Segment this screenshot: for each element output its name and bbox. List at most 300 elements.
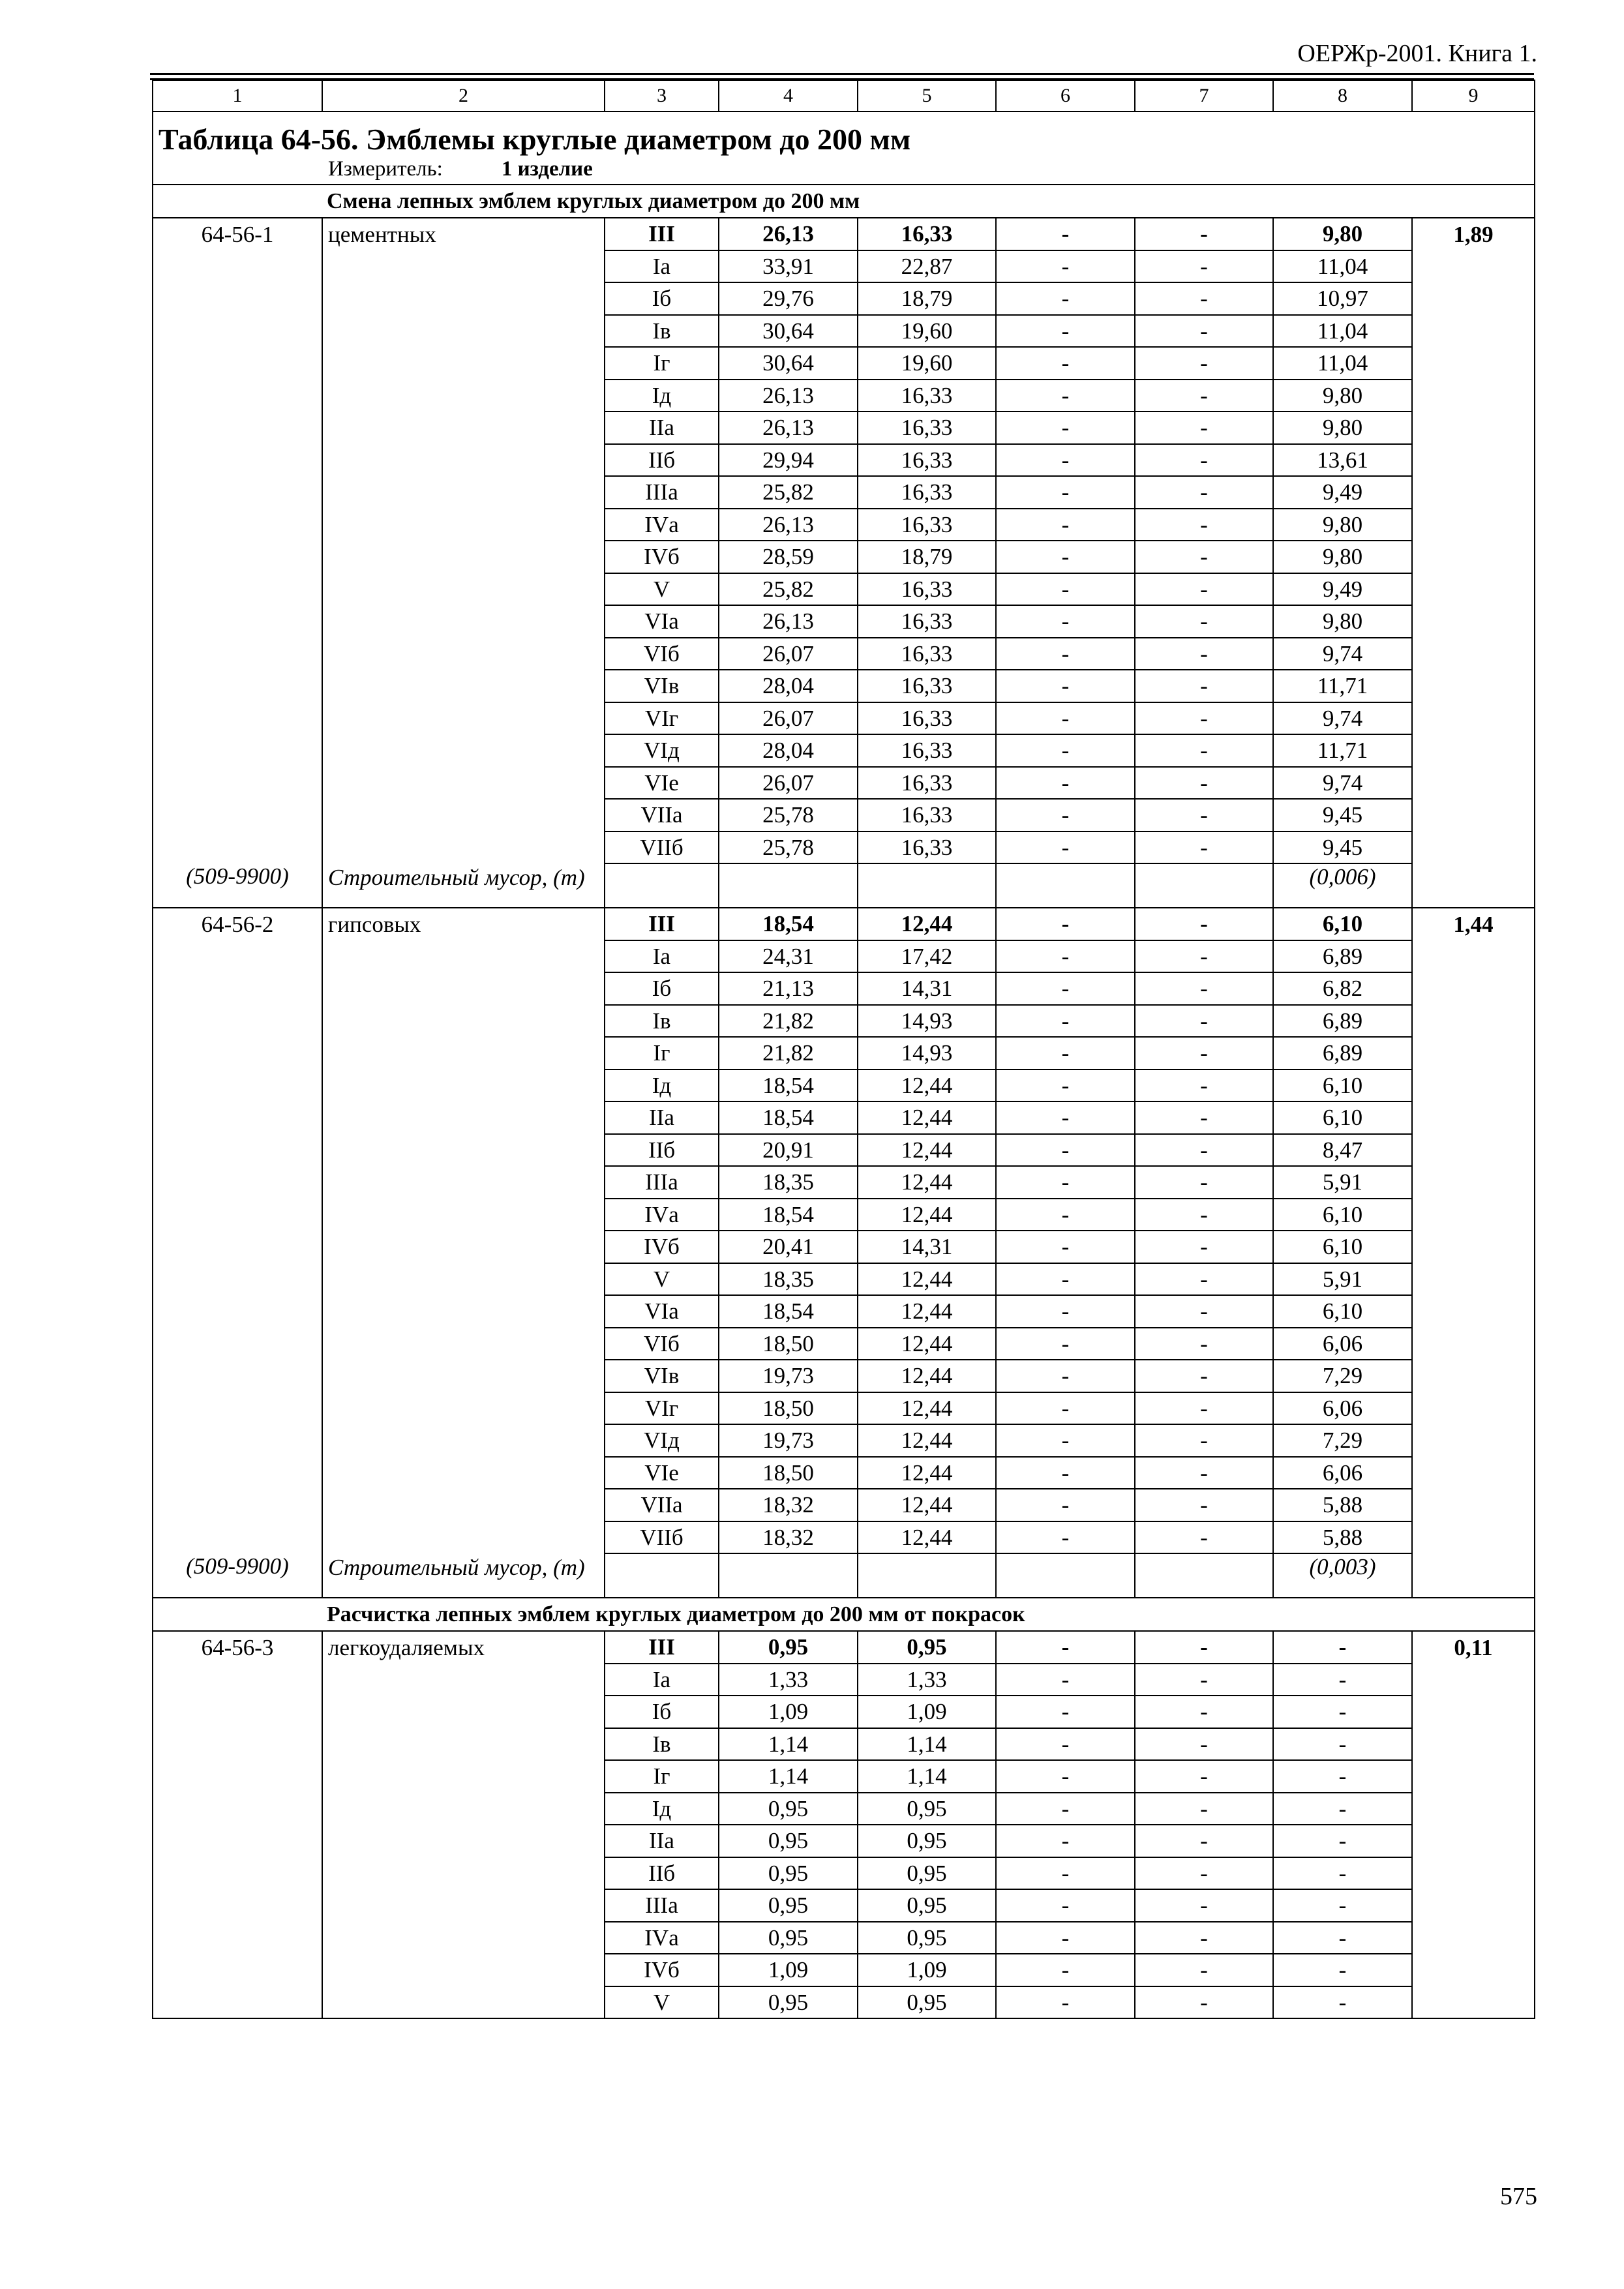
norm-code (153, 1134, 322, 1167)
col9-value (1412, 1922, 1535, 1954)
table-row (153, 1134, 1535, 1167)
table-cell: 0,95 (719, 1889, 858, 1922)
table-row (153, 638, 1535, 670)
table-row (153, 1631, 1535, 1664)
table-row (153, 1922, 1535, 1954)
table-cell: 16,33 (858, 702, 996, 735)
col9-value (1412, 541, 1535, 573)
table-cell: 21,82 (719, 1005, 858, 1038)
table-cell: - (996, 1037, 1135, 1070)
norm-code (153, 1825, 322, 1857)
work-name (322, 1070, 605, 1102)
norm-code (153, 831, 322, 864)
table-cell: 6,06 (1273, 1328, 1412, 1360)
table-cell: - (1135, 282, 1273, 315)
column-number: 2 (322, 80, 605, 112)
table-cell: 0,95 (719, 1922, 858, 1954)
table-cell: 12,44 (858, 1424, 996, 1457)
table-cell: 16,33 (858, 670, 996, 702)
table-row (153, 1521, 1535, 1554)
norm-code (153, 638, 322, 670)
table-cell: 0,95 (719, 1857, 858, 1890)
col9-value (1412, 250, 1535, 283)
work-name (322, 702, 605, 735)
table-cell: 18,54 (719, 1295, 858, 1328)
table-cell: 1,14 (858, 1728, 996, 1761)
table-cell: 6,89 (1273, 940, 1412, 973)
table-cell: 9,74 (1273, 767, 1412, 800)
norm-code (153, 1199, 322, 1231)
trash-code: (509-9900) (153, 1553, 322, 1598)
table-cell: 18,54 (719, 1070, 858, 1102)
norm-code (153, 972, 322, 1005)
table-cell: 19,73 (719, 1360, 858, 1392)
table-cell (719, 1553, 858, 1598)
norm-code (153, 476, 322, 509)
table-cell: 10,97 (1273, 282, 1412, 315)
table-cell: - (996, 1954, 1135, 1986)
work-name (322, 411, 605, 444)
table-cell: IIб (605, 1134, 719, 1167)
work-name (322, 315, 605, 348)
norm-code (153, 282, 322, 315)
table-cell: V (605, 1263, 719, 1296)
column-number: 4 (719, 80, 858, 112)
col9-value (1412, 1263, 1535, 1296)
norm-code (153, 1101, 322, 1134)
table-cell: - (996, 1328, 1135, 1360)
col9-value (1412, 1134, 1535, 1167)
table-cell: VIд (605, 734, 719, 767)
table-cell: 18,79 (858, 282, 996, 315)
table-cell: 16,33 (858, 218, 996, 250)
table-cell: VIе (605, 767, 719, 800)
table-cell: - (1135, 1263, 1273, 1296)
table-cell: 24,31 (719, 940, 858, 973)
table-cell: 16,33 (858, 411, 996, 444)
work-name (322, 1664, 605, 1696)
table-cell: 0,95 (858, 1825, 996, 1857)
work-name (322, 1360, 605, 1392)
table-cell: 9,74 (1273, 702, 1412, 735)
table-cell: - (996, 940, 1135, 973)
work-name (322, 541, 605, 573)
work-name (322, 282, 605, 315)
table-cell: 1,09 (858, 1954, 996, 1986)
table-cell: Iб (605, 972, 719, 1005)
table-cell: 9,45 (1273, 799, 1412, 831)
col9-value (1412, 1231, 1535, 1263)
table-cell: 16,33 (858, 767, 996, 800)
work-name (322, 1857, 605, 1890)
table-row (153, 1696, 1535, 1728)
table-cell: - (996, 444, 1135, 477)
norm-code (153, 1922, 322, 1954)
work-name (322, 509, 605, 541)
table-cell: 12,44 (858, 1263, 996, 1296)
col9-value: 0,11 (1412, 1631, 1535, 1664)
table-cell: 5,91 (1273, 1166, 1412, 1199)
table-cell: - (1273, 1696, 1412, 1728)
table-cell: - (996, 1489, 1135, 1521)
norm-code (153, 250, 322, 283)
table-cell: 19,60 (858, 315, 996, 348)
col9-value (1412, 831, 1535, 864)
work-name (322, 1457, 605, 1489)
table-cell: - (1135, 1295, 1273, 1328)
col9-value (1412, 1521, 1535, 1554)
norm-code (153, 1424, 322, 1457)
work-name (322, 347, 605, 380)
table-cell (1135, 863, 1273, 908)
col9-value (1412, 1070, 1535, 1102)
table-row (153, 1889, 1535, 1922)
work-name (322, 1101, 605, 1134)
table-cell: 12,44 (858, 908, 996, 940)
table-cell: 20,41 (719, 1231, 858, 1263)
table-cell: 6,10 (1273, 1199, 1412, 1231)
norm-code (153, 1231, 322, 1263)
table-cell: 1,09 (858, 1696, 996, 1728)
table-cell: VIа (605, 605, 719, 638)
column-number: 3 (605, 80, 719, 112)
table-cell: 6,89 (1273, 1037, 1412, 1070)
table-cell: - (996, 1263, 1135, 1296)
table-cell: - (996, 1521, 1135, 1554)
table-cell: 9,74 (1273, 638, 1412, 670)
col9-value (1412, 509, 1535, 541)
norm-code (153, 702, 322, 735)
work-name (322, 1166, 605, 1199)
table-cell: - (1135, 347, 1273, 380)
table-cell: - (1135, 1922, 1273, 1954)
table-cell: 9,49 (1273, 573, 1412, 606)
measure (153, 155, 1535, 185)
table-cell: - (1135, 1793, 1273, 1825)
table-row (153, 1005, 1535, 1038)
table-cell: - (1273, 1986, 1412, 2019)
table-cell: - (1135, 315, 1273, 348)
table-cell: 28,59 (719, 541, 858, 573)
table-cell: Iг (605, 347, 719, 380)
table-cell: 12,44 (858, 1457, 996, 1489)
table-cell: 0,95 (719, 1825, 858, 1857)
table-cell: Iв (605, 1728, 719, 1761)
table-cell: - (1135, 1070, 1273, 1102)
work-name (322, 831, 605, 864)
table-cell: 18,32 (719, 1489, 858, 1521)
table-cell (719, 863, 858, 908)
table-cell: - (996, 1825, 1135, 1857)
norm-code (153, 1328, 322, 1360)
trash-code: (509-9900) (153, 863, 322, 908)
col9-value: 1,89 (1412, 218, 1535, 250)
table-row (153, 767, 1535, 800)
col9-value (1412, 444, 1535, 477)
table-cell (996, 1553, 1135, 1598)
table-row (153, 347, 1535, 380)
column-number: 9 (1412, 80, 1535, 112)
table-cell: - (996, 734, 1135, 767)
table-cell: III (605, 1631, 719, 1664)
table-cell: 6,89 (1273, 1005, 1412, 1038)
norm-code (153, 1489, 322, 1521)
table-cell: VIб (605, 638, 719, 670)
col9-value (1412, 1166, 1535, 1199)
table-cell: 8,47 (1273, 1134, 1412, 1167)
work-name (322, 799, 605, 831)
col9-value (1412, 1889, 1535, 1922)
table-cell: - (996, 1005, 1135, 1038)
table-cell: Iа (605, 250, 719, 283)
table-cell: - (1135, 1664, 1273, 1696)
table-row (153, 1199, 1535, 1231)
table-row (153, 1954, 1535, 1986)
table-cell: 1,33 (858, 1664, 996, 1696)
table-cell: - (1135, 734, 1273, 767)
table-title-row (153, 112, 1535, 155)
norm-code (153, 1889, 322, 1922)
measure-row (153, 155, 1535, 185)
col9-value (1412, 702, 1535, 735)
measure-value: 1 изделие (501, 157, 593, 181)
table-cell: 11,04 (1273, 315, 1412, 348)
norm-code (153, 509, 322, 541)
table-cell: - (996, 250, 1135, 283)
table-cell: 25,82 (719, 476, 858, 509)
table-cell: - (1273, 1857, 1412, 1890)
table-cell: - (1135, 1457, 1273, 1489)
work-name (322, 940, 605, 973)
table-cell: 14,93 (858, 1005, 996, 1038)
table-cell: 12,44 (858, 1360, 996, 1392)
table-cell: 5,88 (1273, 1521, 1412, 1554)
table-cell: VIIа (605, 1489, 719, 1521)
table-cell: 17,42 (858, 940, 996, 973)
table-cell: 6,10 (1273, 1231, 1412, 1263)
table-cell: IIа (605, 1825, 719, 1857)
table-row (153, 1231, 1535, 1263)
table-row (153, 1664, 1535, 1696)
table-cell: Iг (605, 1760, 719, 1793)
table-cell: - (996, 476, 1135, 509)
table-cell: - (1273, 1954, 1412, 1986)
table-cell: 16,33 (858, 799, 996, 831)
table-row (153, 1360, 1535, 1392)
col9-value (1412, 1101, 1535, 1134)
table-cell: - (996, 1457, 1135, 1489)
table-cell: - (1135, 1825, 1273, 1857)
table-cell: 12,44 (858, 1392, 996, 1425)
table-cell: 16,33 (858, 444, 996, 477)
column-number: 5 (858, 80, 996, 112)
table-cell: - (996, 1664, 1135, 1696)
table-cell: 26,07 (719, 702, 858, 735)
table-cell: IVб (605, 1954, 719, 1986)
table-row (153, 670, 1535, 702)
table-cell: IVа (605, 509, 719, 541)
table-cell: Iд (605, 1793, 719, 1825)
work-name (322, 1424, 605, 1457)
work-name (322, 1889, 605, 1922)
norm-code (153, 1070, 322, 1102)
work-name (322, 476, 605, 509)
table-cell: - (996, 1199, 1135, 1231)
table-cell: 25,78 (719, 799, 858, 831)
table-cell: Iв (605, 315, 719, 348)
work-name (322, 1696, 605, 1728)
table-cell (996, 863, 1135, 908)
norm-code (153, 799, 322, 831)
table-cell: 0,95 (858, 1631, 996, 1664)
norm-code (153, 411, 322, 444)
header-rule (150, 73, 1534, 75)
table-cell: - (996, 702, 1135, 735)
table-cell: - (996, 1631, 1135, 1664)
col9-value (1412, 972, 1535, 1005)
table-cell: - (1273, 1889, 1412, 1922)
table-cell: - (1135, 908, 1273, 940)
table-cell: - (996, 1070, 1135, 1102)
table-cell: 11,04 (1273, 250, 1412, 283)
table-row (153, 1101, 1535, 1134)
table-cell: 0,95 (858, 1857, 996, 1890)
table-cell (605, 1553, 719, 1598)
table-row (153, 411, 1535, 444)
table-cell: 18,35 (719, 1263, 858, 1296)
table-cell: 12,44 (858, 1489, 996, 1521)
table-cell: - (996, 218, 1135, 250)
norm-code (153, 605, 322, 638)
section-row (153, 1598, 1535, 1631)
col9-value (1412, 411, 1535, 444)
table-cell: 1,09 (719, 1696, 858, 1728)
col9-value (1412, 282, 1535, 315)
table-cell: - (1273, 1728, 1412, 1761)
table-cell: - (996, 1986, 1135, 2019)
col9-value (1412, 1392, 1535, 1425)
table-cell: 9,80 (1273, 509, 1412, 541)
col9-value (1412, 1760, 1535, 1793)
col9-value (1412, 605, 1535, 638)
table-cell: - (996, 1696, 1135, 1728)
work-name (322, 1760, 605, 1793)
norm-code (153, 1360, 322, 1392)
norm-code (153, 1696, 322, 1728)
trash-name: Строительный мусор, (т) (322, 863, 605, 908)
table-cell: - (996, 1889, 1135, 1922)
table-cell: 16,33 (858, 831, 996, 864)
col9-value (1412, 1199, 1535, 1231)
table-cell: - (996, 541, 1135, 573)
table-cell: 12,44 (858, 1328, 996, 1360)
table-cell: - (1135, 1392, 1273, 1425)
norm-code (153, 1793, 322, 1825)
norm-code (153, 347, 322, 380)
table-cell: - (1135, 767, 1273, 800)
table-cell: IIб (605, 1857, 719, 1890)
table-cell: 16,33 (858, 605, 996, 638)
table-cell: 26,07 (719, 767, 858, 800)
work-name (322, 1954, 605, 1986)
table-cell: 11,71 (1273, 670, 1412, 702)
table-row (153, 734, 1535, 767)
col9-value (1412, 1793, 1535, 1825)
table-cell: VIа (605, 1295, 719, 1328)
work-name (322, 1295, 605, 1328)
table-cell: IVа (605, 1199, 719, 1231)
table-row (153, 1489, 1535, 1521)
norm-code (153, 1728, 322, 1761)
norm-code (153, 380, 322, 412)
col9-value (1412, 1664, 1535, 1696)
table-cell: - (1135, 1231, 1273, 1263)
table-cell: - (1273, 1760, 1412, 1793)
table-cell: IIб (605, 444, 719, 477)
table-cell: 18,50 (719, 1328, 858, 1360)
table-cell: 16,33 (858, 734, 996, 767)
table-cell: VIв (605, 1360, 719, 1392)
work-name (322, 250, 605, 283)
table-cell: - (996, 1728, 1135, 1761)
work-name (322, 670, 605, 702)
table-cell: - (996, 605, 1135, 638)
table-cell: - (996, 573, 1135, 606)
table-cell: - (1273, 1825, 1412, 1857)
table-row (153, 1392, 1535, 1425)
table-cell: - (1135, 1037, 1273, 1070)
table-cell: - (996, 509, 1135, 541)
table-cell: 9,49 (1273, 476, 1412, 509)
table-cell: - (996, 799, 1135, 831)
table-cell: - (1135, 1360, 1273, 1392)
table-cell: 29,94 (719, 444, 858, 477)
table-cell: 9,80 (1273, 218, 1412, 250)
table-row (153, 940, 1535, 973)
col9-value (1412, 1424, 1535, 1457)
table-cell: - (1135, 1696, 1273, 1728)
table-cell: 19,60 (858, 347, 996, 380)
page-number: 575 (1500, 2183, 1537, 2210)
table-cell: - (996, 1295, 1135, 1328)
table-cell: - (1135, 940, 1273, 973)
table-row (153, 1037, 1535, 1070)
table-cell: 26,13 (719, 380, 858, 412)
col9-value (1412, 1037, 1535, 1070)
table-cell: 1,09 (719, 1954, 858, 1986)
trash-value: (0,006) (1273, 863, 1412, 908)
table-cell: 16,33 (858, 573, 996, 606)
table-cell (1135, 1553, 1273, 1598)
work-name (322, 1489, 605, 1521)
table-cell: - (996, 908, 1135, 940)
table-cell: - (996, 1360, 1135, 1392)
table-cell: 21,13 (719, 972, 858, 1005)
table-row (153, 1263, 1535, 1296)
table-cell: - (1273, 1631, 1412, 1664)
table-cell: - (1135, 1760, 1273, 1793)
work-name (322, 638, 605, 670)
table-row (153, 1328, 1535, 1360)
table-cell: 14,31 (858, 972, 996, 1005)
table-cell: IVа (605, 1922, 719, 1954)
table-cell: 28,04 (719, 670, 858, 702)
norm-code (153, 1857, 322, 1890)
table-cell: Iв (605, 1005, 719, 1038)
work-name: гипсовых (322, 908, 605, 940)
table-cell: 12,44 (858, 1199, 996, 1231)
table-cell (858, 1553, 996, 1598)
